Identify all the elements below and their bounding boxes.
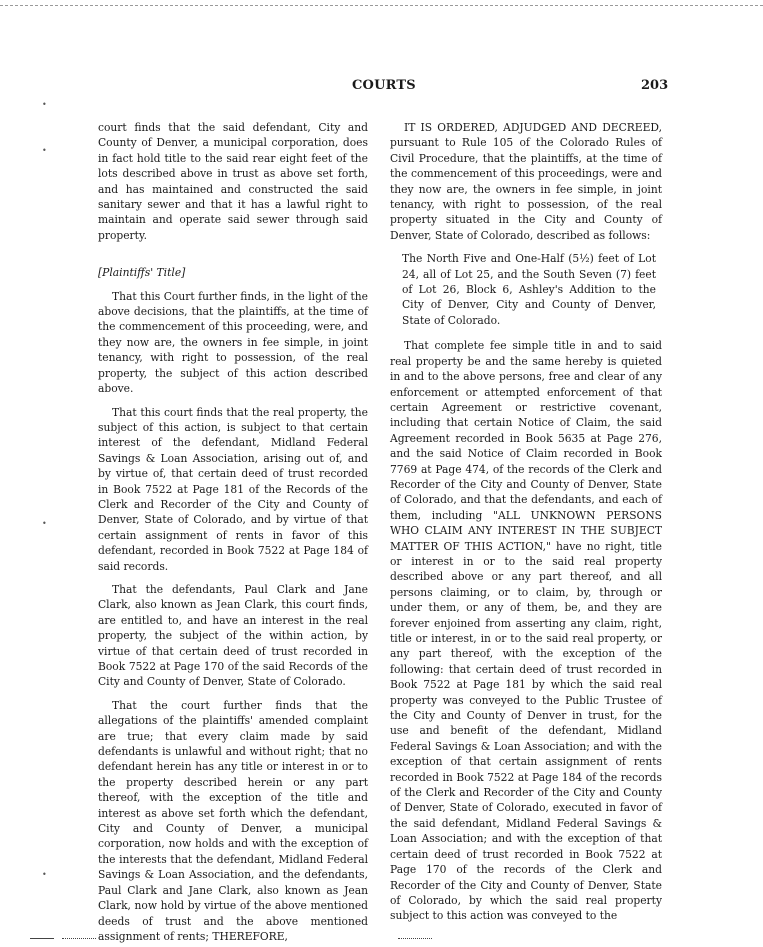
margin-speck: • <box>42 519 47 528</box>
bottom-edge-mark <box>30 938 54 939</box>
left-column <box>98 120 368 944</box>
bottom-edge-mark <box>398 938 432 939</box>
property-description-block: The North Five and One-Half (5½) feet of Lot 24, all of Lot 25, and the South Seven (7) feet of Lot 26, Block 6, Ashley's Addition to the City of Denver, City and County of Denver, State of Colorado. <box>402 252 656 327</box>
left-paragraph-5: That the court further finds that the allegations of the plaintiffs' amended complaint are true; that every claim made by said defendants is unlawful and without right; that no defendant herein has any title or interest in or to the property described herein or any part thereof, with the exception of the title and interest as above set forth which the defendant, City and County of Denver, a municipal corporation, now holds and with the exception of the interests that the defendant, Midland Federal Savings & Loan Association, and the defendants, Paul Clark and Jane Clark, also known as Jean Clark, now hold by virtue of the above mentioned deeds of trust and the above mentioned assignment of rents; THEREFORE, <box>98 698 368 943</box>
left-paragraph-1: court finds that the said defendant, City and County of Denver, a municipal corporation, does in fact hold title to the said rear eight feet of the lots described above in trust as above set forth, and has maintained and constructed the said sanitary sewer and that it has a lawful right to maintain and operate said sewer through said property. <box>98 121 368 242</box>
left-paragraph-4: That the defendants, Paul Clark and Jane Clark, also known as Jean Clark, this court finds, are entitled to, and have an interest in the real property, the subject of the within action, by virtue of that certain deed of trust recorded in Book 7522 at Page 170 of the said Records of the City and County of Denver, State of Colorado. <box>98 582 368 689</box>
margin-speck: • <box>42 100 47 109</box>
page-number: 203 <box>641 78 669 93</box>
running-head: COURTS <box>352 78 416 93</box>
right-paragraph-2: That complete fee simple title in and to said real property be and the same hereby is quieted in and to the above persons, free and clear of any enforcement or attempted enforcement of that certain Agreement or restrictive covenant, including that certain Notice of Claim, the said Agreement recorded in Book 5635 at Page 276, and the said Notice of Claim recorded in Book 7769 at Page 474, of the records of the Clerk and Recorder of the City and County of Denver, State of Colorado, and that the defendants, and each of them, including "ALL UNKNOWN PERSONS WHO CLAIM ANY INTEREST IN THE SUBJECT MATTER OF THIS ACTION," have no right, title or interest in or to the said real property described above or any part thereof, and all persons claiming, or to claim, by, through or under them, or any of them, be, and they are forever enjoined from asserting any claim, right, title or interest, in or to the said real property, or any part thereof, with the exception of the following: that certain deed of trust recorded in Book 7522 at Page 181 by which the said real property was conveyed to the Public Trustee of the City and County of Denver in trust, for the use and benefit of the defendant, Midland Federal Savings & Loan Association; and with the exception of that certain assignment of rents recorded in Book 7522 at Page 184 of the records of the Clerk and Recorder of the City and County of Denver, State of Colorado, executed in favor of the said defendant, Midland Federal Savings & Loan Association; and with the exception of that certain deed of trust recorded in Book 7522 at Page 170 of the records of the Clerk and Recorder of the City and County of Denver, State of Colorado, by which the said real property subject to this action was conveyed to the <box>390 339 662 923</box>
margin-speck: • <box>42 146 47 155</box>
left-paragraph-2: That this Court further finds, in the light of the above decisions, that the plaintiffs, at the time of the commencement of this proceeding, were, and they now are, the owners in fee simple, in joint tenancy, with right to possession, of the real property, the subject of this action described above. <box>98 289 368 396</box>
left-paragraph-3: That this court finds that the real property, the subject of this action, is subject to that certain interest of the defendant, Midland Federal Savings & Loan Association, arising out of, and by virtue of, that certain deed of trust recorded in Book 7522 at Page 181 of the Records of the Clerk and Recorder of the City and County of Denver, State of Colorado, and by virtue of that certain assignment of rents in favor of this defendant, recorded in Book 7522 at Page 184 of said records. <box>98 405 368 573</box>
bottom-edge-mark <box>62 938 96 939</box>
top-edge-rule <box>0 5 763 6</box>
right-paragraph-1: IT IS ORDERED, ADJUDGED AND DECREED, pursuant to Rule 105 of the Colorado Rules of Civil Procedure, that the plaintiffs, at the time of the commencement of this proceedings, were and they now are, the owners in fee simple, in joint tenancy, with right to possession, of the real property situated in the City and County of Denver, State of Colorado, described as follows: <box>390 121 662 242</box>
section-heading-plaintiffs-title: [Plaintiffs' Title] <box>98 266 186 280</box>
margin-speck: • <box>42 870 47 879</box>
right-column <box>390 120 662 924</box>
